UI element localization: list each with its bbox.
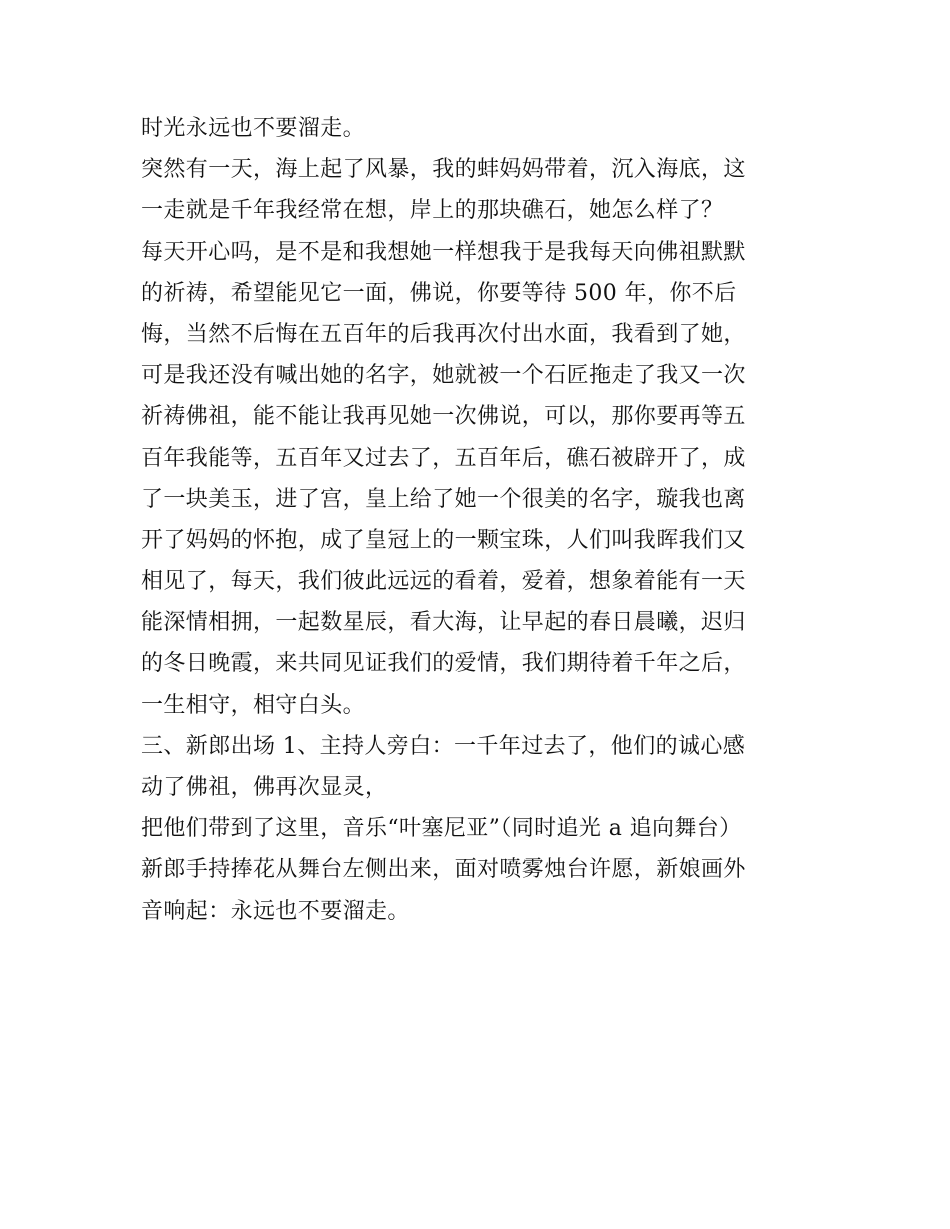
text-line: 突然有一天，海上起了风暴，我的蚌妈妈带着，沉入海底，这 [141,157,746,183]
text-line: 百年我能等，五百年又过去了，五百年后，礁石被辟开了，成 [141,445,746,471]
text-line: 的祈祷，希望能见它一面，佛说，你要等待 500 年，你不后 [141,280,737,306]
text-line: 悔，当然不后悔在五百年的后我再次付出水面，我看到了她， [141,321,746,347]
text-line: 把他们带到了这里，音乐“叶塞尼亚”（同时追光 a 追向舞台） [141,816,742,842]
text-line: 的冬日晚霞，来共同见证我们的爱情，我们期待着千年之后， [141,651,746,677]
text-line: 一生相守，相守白头。 [141,692,366,718]
text-line: 时光永远也不要溜走。 [141,116,366,141]
text-line: 动了佛祖，佛再次显灵， [141,775,388,800]
text-line: 新郎手持捧花从舞台左侧出来，面对喷雾烛台许愿，新娘画外 [141,857,746,883]
text-line: 三、新郎出场 1、主持人旁白：一千年过去了，他们的诚心感 [141,733,746,759]
text-line: 音响起：永远也不要溜走。 [141,898,410,924]
text-line: 相见了，每天，我们彼此远远的看着，爱着，想象着能有一天 [141,569,746,595]
text-line: 了一块美玉，进了宫，皇上给了她一个很美的名字，璇我也离 [141,486,746,512]
text-line: 祈祷佛祖，能不能让我再见她一次佛说，可以，那你要再等五 [141,404,746,430]
body-text [141,108,821,932]
text-line: 能深情相拥，一起数星辰，看大海，让早起的春日晨曦，迟归 [141,610,746,636]
text-line: 一走就是千年我经常在想，岸上的那块礁石，她怎么样了？ [141,198,724,224]
text-line: 每天开心吗，是不是和我想她一样想我于是我每天向佛祖默默 [141,239,746,265]
text-line: 可是我还没有喊出她的名字，她就被一个石匠拖走了我又一次 [141,363,746,389]
text-line: 开了妈妈的怀抱，成了皇冠上的一颗宝珠，人们叫我晖我们又 [141,527,746,553]
